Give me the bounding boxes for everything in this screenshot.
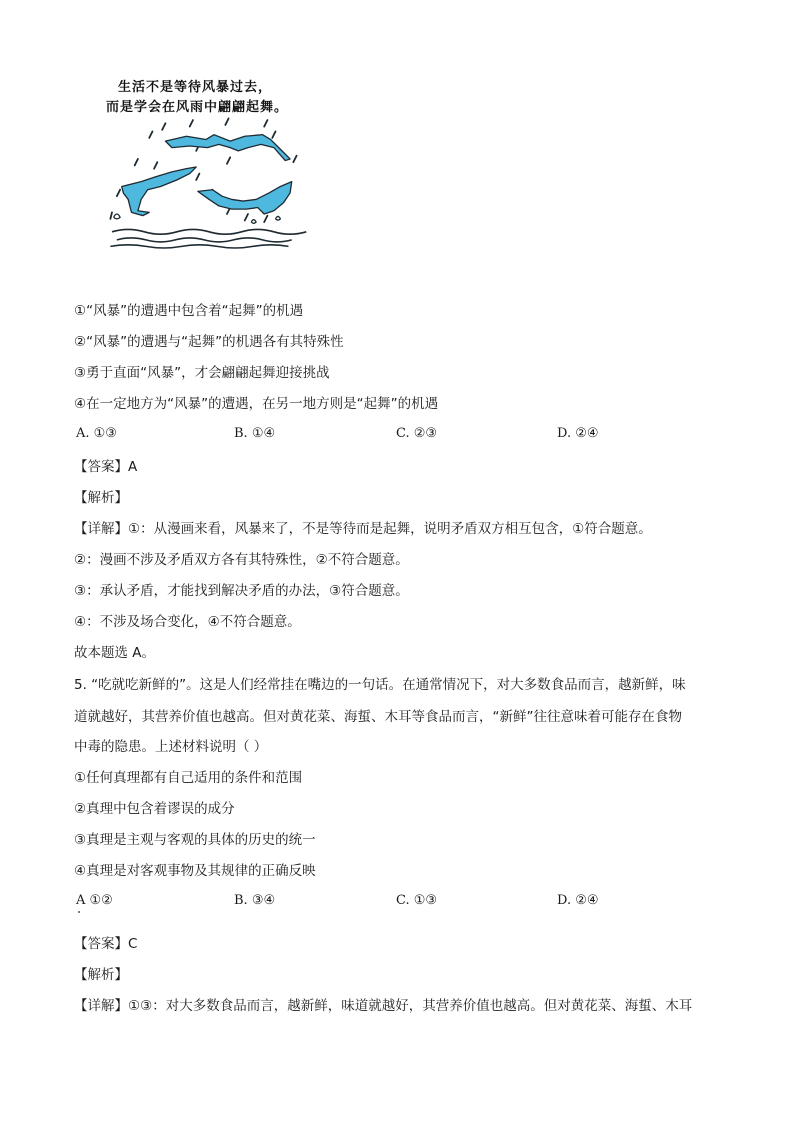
q4-detail-1: 【详解】①：从漫画来看，风暴来了，不是等待而是起舞，说明矛盾双方相互包含，①符合题意。 — [74, 521, 652, 537]
q4-statement-2: ②“风暴”的遭遇与“起舞”的机遇各有其特殊性 — [74, 334, 344, 350]
q4-analysis-label: 【解析】 — [74, 490, 128, 506]
q5-statement-1: ①任何真理都有自己适用的条件和范围 — [74, 770, 303, 786]
q4-option-a: A. ①③ — [76, 426, 117, 441]
storm-dance-cartoon — [84, 112, 344, 282]
q4-option-b: B. ①④ — [234, 426, 276, 441]
splashes — [114, 214, 281, 223]
q5-detail-1: 【详解】①③：对大多数食品而言，越新鲜，味道就越好，其营养价值也越高。但对黄花菜、海蜇、木耳 — [74, 998, 693, 1014]
q5-option-d: D. ②④ — [557, 893, 599, 908]
q5-analysis-label: 【解析】 — [74, 967, 128, 983]
q5-stem-line-2: 道就越好，其营养价值也越高。但对黄花菜、海蜇、木耳等食品而言，“新鲜”往往意味着可能存在食物 — [74, 709, 682, 725]
q4-statement-3: ③勇于直面“风暴”，才会翩翩起舞迎接挑战 — [74, 365, 330, 381]
q4-statement-1: ①“风暴”的遭遇中包含着“起舞”的机遇 — [74, 303, 304, 319]
q4-answer: 【答案】A — [74, 459, 138, 475]
q4-detail-4: ④：不涉及场合变化，④不符合题意。 — [74, 614, 301, 630]
lower-right-ribbon-figure — [198, 182, 292, 214]
q4-conclusion: 故本题选 A。 — [74, 645, 156, 661]
water-waves — [110, 229, 306, 248]
cartoon-caption-line1: 生活不是等待风暴过去， — [118, 80, 273, 95]
q5-statement-2: ②真理中包含着谬误的成分 — [74, 801, 235, 817]
q5-statement-4: ④真理是对客观事物及其规律的正确反映 — [74, 863, 316, 879]
q5-option-c: C. ①③ — [396, 893, 438, 908]
stray-dot — [78, 911, 80, 913]
cartoon-caption-line2: 而是学会在风雨中翩翩起舞。 — [106, 100, 289, 115]
q5-stem-line-3: 中毒的隐患。上述材料说明（ ） — [74, 739, 268, 755]
q4-option-d: D. ②④ — [557, 426, 599, 441]
q5-answer: 【答案】C — [74, 936, 138, 952]
q4-detail-3: ③：承认矛盾，才能找到解决矛盾的办法，③符合题意。 — [74, 583, 409, 599]
q5-statement-3: ③真理是主观与客观的具体的历史的统一 — [74, 832, 316, 848]
upper-ribbon-figure — [165, 135, 290, 161]
q4-detail-2: ②：漫画不涉及矛盾双方各有其特殊性，②不符合题意。 — [74, 552, 409, 568]
q5-stem-line-1: 5. “吃就吃新鲜的”。这是人们经常挂在嘴边的一句话。在通常情况下，对大多数食品而言，越新鲜，味 — [74, 677, 686, 693]
q4-option-c: C. ②③ — [396, 426, 438, 441]
q5-option-b: B. ③④ — [234, 893, 276, 908]
lower-left-ribbon-figure — [122, 167, 196, 216]
q4-statement-4: ④在一定地方为“风暴”的遭遇，在另一地方则是“起舞”的机遇 — [74, 396, 439, 412]
q5-option-a: A ①② — [76, 893, 113, 908]
